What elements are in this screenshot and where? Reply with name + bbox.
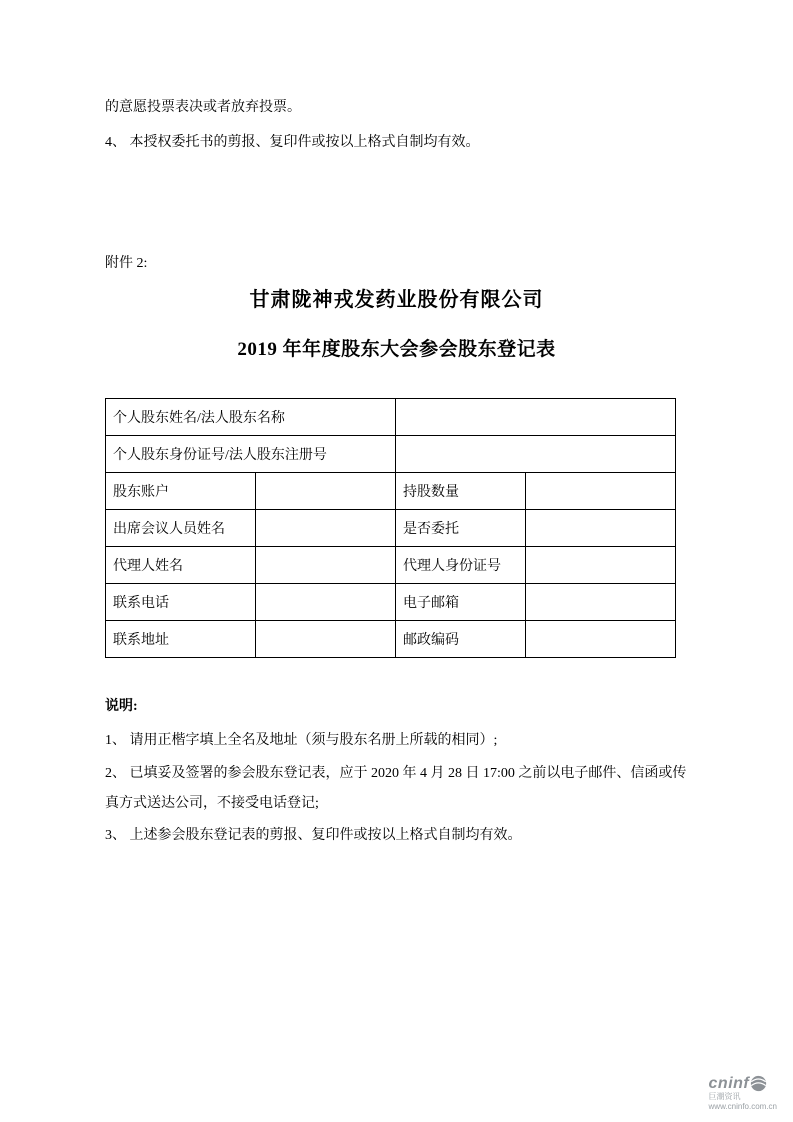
field-label: 联系地址	[106, 621, 256, 658]
field-value	[256, 584, 396, 621]
list-item-4: 4、 本授权委托书的剪报、复印件或按以上格式自制均有效。	[105, 135, 480, 150]
document-subtitle: 2019 年年度股东大会参会股东登记表	[237, 339, 556, 360]
field-label: 出席会议人员姓名	[106, 510, 256, 547]
cninfo-swirl-icon	[750, 1075, 767, 1092]
field-label: 股东账户	[106, 473, 256, 510]
registration-table	[105, 398, 676, 658]
field-label: 邮政编码	[396, 621, 526, 658]
field-value	[396, 436, 676, 473]
field-value	[396, 399, 676, 436]
field-label: 是否委托	[396, 510, 526, 547]
note-item-3: 3、 上述参会股东登记表的剪报、复印件或按以上格式自制均有效。	[105, 828, 522, 843]
cninfo-logo-caption: 巨潮资讯	[708, 1092, 741, 1102]
field-label: 代理人姓名	[106, 547, 256, 584]
field-label: 个人股东身份证号/法人股东注册号	[106, 436, 396, 473]
field-label: 个人股东姓名/法人股东名称	[106, 399, 396, 436]
field-value	[256, 510, 396, 547]
table-row	[106, 399, 676, 436]
notes-heading: 说明:	[105, 699, 138, 714]
field-value	[526, 584, 676, 621]
field-value	[526, 510, 676, 547]
field-label: 持股数量	[396, 473, 526, 510]
field-label: 联系电话	[106, 584, 256, 621]
field-value	[526, 547, 676, 584]
field-value	[526, 621, 676, 658]
table-row	[106, 510, 676, 547]
document-title: 甘肃陇神戎发药业股份有限公司	[249, 289, 544, 311]
table-row	[106, 436, 676, 473]
cninfo-logo-url: www.cninfo.com.cn	[708, 1102, 777, 1112]
field-label: 电子邮箱	[396, 584, 526, 621]
table-row	[106, 547, 676, 584]
cninfo-logo	[709, 1075, 777, 1112]
cninfo-logo-text: cninf	[708, 1074, 750, 1092]
table-row	[106, 584, 676, 621]
field-value	[256, 547, 396, 584]
attachment-label: 附件 2:	[105, 256, 148, 271]
table-row	[106, 621, 676, 658]
field-value	[256, 473, 396, 510]
table-row	[106, 473, 676, 510]
note-item-1: 1、 请用正楷字填上全名及地址（须与股东名册上所载的相同）;	[105, 733, 498, 748]
note-item-2: 2、 已填妥及签署的参会股东登记表，应于 2020 年 4 月 28 日 17:00 之前以电子邮件、信函或传真方式送达公司，不接受电话登记;	[105, 766, 687, 811]
field-value	[526, 473, 676, 510]
paragraph-continuation: 的意愿投票表决或者放弃投票。	[105, 100, 301, 115]
field-value	[256, 621, 396, 658]
field-label: 代理人身份证号	[396, 547, 526, 584]
